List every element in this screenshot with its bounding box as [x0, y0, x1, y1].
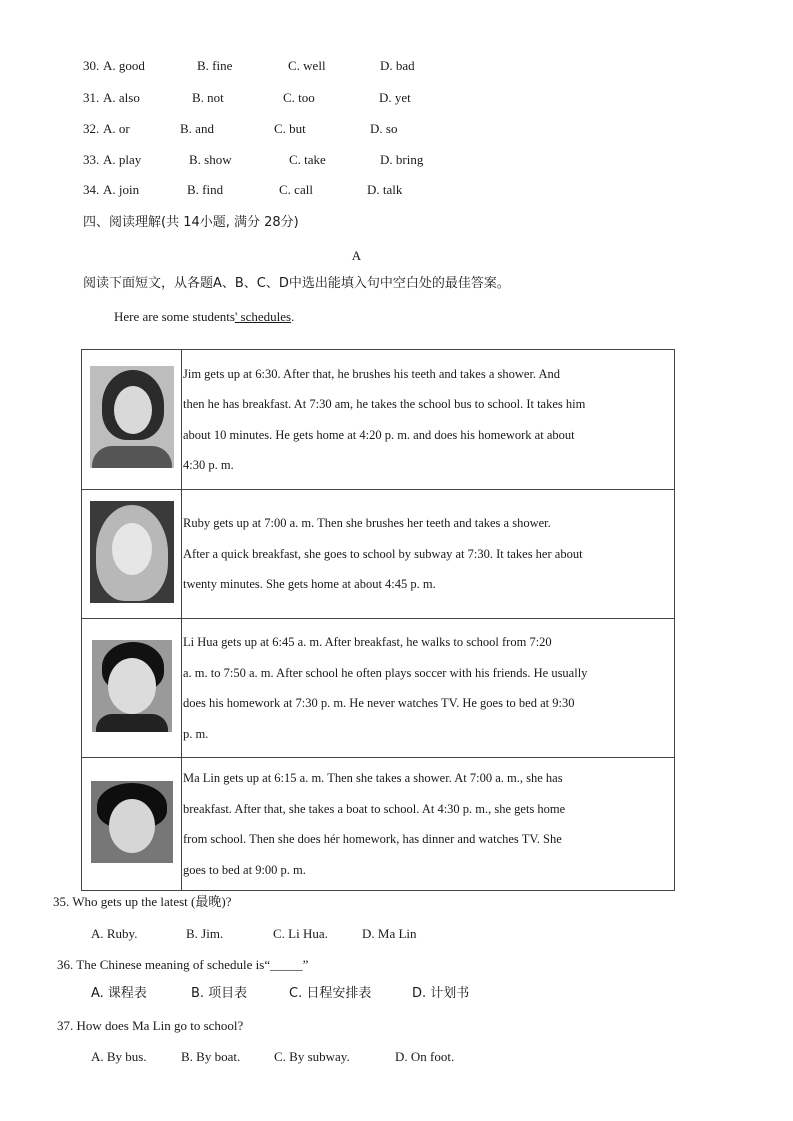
q34-num: 34.	[83, 182, 100, 197]
q32-num: 32.	[83, 121, 100, 136]
schedule-line: p. m.	[183, 726, 209, 741]
schedule-text-jim	[182, 350, 675, 490]
instruction-text: 阅读下面短文，从各题A、B、C、D中选出能填入句中空白处的最佳答案。	[83, 276, 510, 291]
q35-opt-d: D. Ma Lin	[362, 926, 417, 941]
q37-opt-d: D. On foot.	[395, 1049, 455, 1064]
intro-underlined: ' schedules	[234, 309, 292, 324]
q34-opt-c: C. call	[279, 182, 313, 197]
q37-opt-b: B. By boat.	[181, 1049, 241, 1064]
q33-opt-b: B. show	[189, 152, 232, 167]
schedule-line: breakfast. After that, she takes a boat to school. At 4:30 p. m., she gets home	[183, 801, 566, 816]
schedule-line: about 10 minutes. He gets home at 4:20 p. m. and does his homework at about	[183, 427, 575, 442]
schedule-line: a. m. to 7:50 a. m. After school he often plays soccer with his friends. He usually	[183, 665, 588, 680]
student-row-ruby	[82, 490, 675, 619]
student-photo-lihua	[92, 640, 172, 732]
student-row-lihua	[82, 619, 675, 758]
question-35-stem: 35. Who gets up the latest (最晚)?	[53, 894, 232, 909]
q30-opt-d: D. bad	[380, 58, 415, 73]
schedule-line: twenty minutes. She gets home at about 4:45 p. m.	[183, 577, 436, 592]
photo-cell	[82, 758, 182, 891]
q30-opt-c: C. well	[288, 58, 326, 73]
photo-cell	[82, 490, 182, 619]
q30-opt-b: B. fine	[197, 58, 233, 73]
q31-opt-a: A. also	[103, 90, 140, 105]
q32-opt-a: A. or	[103, 121, 130, 136]
schedule-line: 4:30 p. m.	[183, 458, 234, 472]
q31-opt-d: D. yet	[379, 90, 411, 105]
q35-opt-c: C. Li Hua.	[273, 926, 328, 941]
q31-num: 31.	[83, 90, 100, 105]
q35-opt-a: A. Ruby.	[91, 926, 138, 941]
schedule-line: Ruby gets up at 7:00 a. m. Then she brushes her teeth and takes a shower.	[183, 516, 551, 531]
question-37-stem: 37. How does Ma Lin go to school?	[57, 1018, 244, 1033]
q37-opt-c: C. By subway.	[274, 1049, 350, 1064]
student-photo-jim	[90, 366, 174, 468]
q37-opt-a: A. By bus.	[91, 1049, 147, 1064]
schedule-line: Jim gets up at 6:30. After that, he brushes his teeth and takes a shower. And	[183, 366, 561, 381]
q33-opt-c: C. take	[289, 152, 326, 167]
q32-opt-c: C. but	[274, 121, 306, 136]
schedule-line: does his homework at 7:30 p. m. He never watches TV. He goes to bed at 9:30	[183, 696, 575, 710]
q34-opt-b: B. find	[187, 182, 224, 197]
student-row-malin	[82, 758, 675, 891]
section-title: 四、阅读理解(共 14小题, 满分 28分)	[83, 215, 299, 230]
q35-opt-b: B. Jim.	[186, 926, 224, 941]
student-photo-malin	[91, 781, 173, 863]
q33-num: 33.	[83, 152, 100, 167]
schedule-line: After a quick breakfast, she goes to school by subway at 7:30. It takes her about	[183, 546, 583, 561]
passage-intro	[114, 309, 294, 325]
schedule-text-malin	[182, 758, 675, 891]
q36-opt-c: C. 日程安排表	[289, 986, 372, 1001]
schedule-line: from school. Then she does hér homework, has dinner and watches TV. She	[183, 832, 562, 846]
question-36-stem: 36. The Chinese meaning of schedule is“_____”	[57, 957, 309, 972]
q36-opt-d: D. 计划书	[412, 986, 470, 1001]
photo-cell	[82, 350, 182, 490]
q33-opt-a: A. play	[103, 152, 142, 167]
q30-opt-a: A. good	[103, 58, 145, 73]
schedule-line: Li Hua gets up at 6:45 a. m. After breakfast, he walks to school from 7:20	[183, 635, 552, 649]
schedule-table	[81, 349, 675, 891]
student-photo-ruby	[90, 501, 174, 603]
q36-opt-a: A. 课程表	[91, 986, 147, 1001]
q34-opt-d: D. talk	[367, 182, 403, 197]
q32-opt-d: D. so	[370, 121, 398, 136]
schedule-text-ruby	[182, 490, 675, 619]
schedule-line: Ma Lin gets up at 6:15 a. m. Then she takes a shower. At 7:00 a. m., she has	[183, 771, 563, 785]
q30-num: 30.	[83, 58, 100, 73]
intro-before: Here are some students	[114, 309, 235, 324]
passage-letter: A	[351, 248, 362, 263]
intro-after: .	[291, 309, 295, 324]
q33-opt-d: D. bring	[380, 152, 424, 167]
student-row-jim	[82, 350, 675, 490]
q31-opt-b: B. not	[192, 90, 224, 105]
schedule-line: then he has breakfast. At 7:30 am, he takes the school bus to school. It takes him	[183, 397, 586, 411]
schedule-line: goes to bed at 9:00 p. m.	[183, 862, 306, 877]
q32-opt-b: B. and	[180, 121, 214, 136]
q34-opt-a: A. join	[103, 182, 140, 197]
photo-cell	[82, 619, 182, 758]
q36-opt-b: B. 项目表	[191, 986, 248, 1001]
schedule-text-lihua	[182, 619, 675, 758]
q31-opt-c: C. too	[283, 90, 315, 105]
